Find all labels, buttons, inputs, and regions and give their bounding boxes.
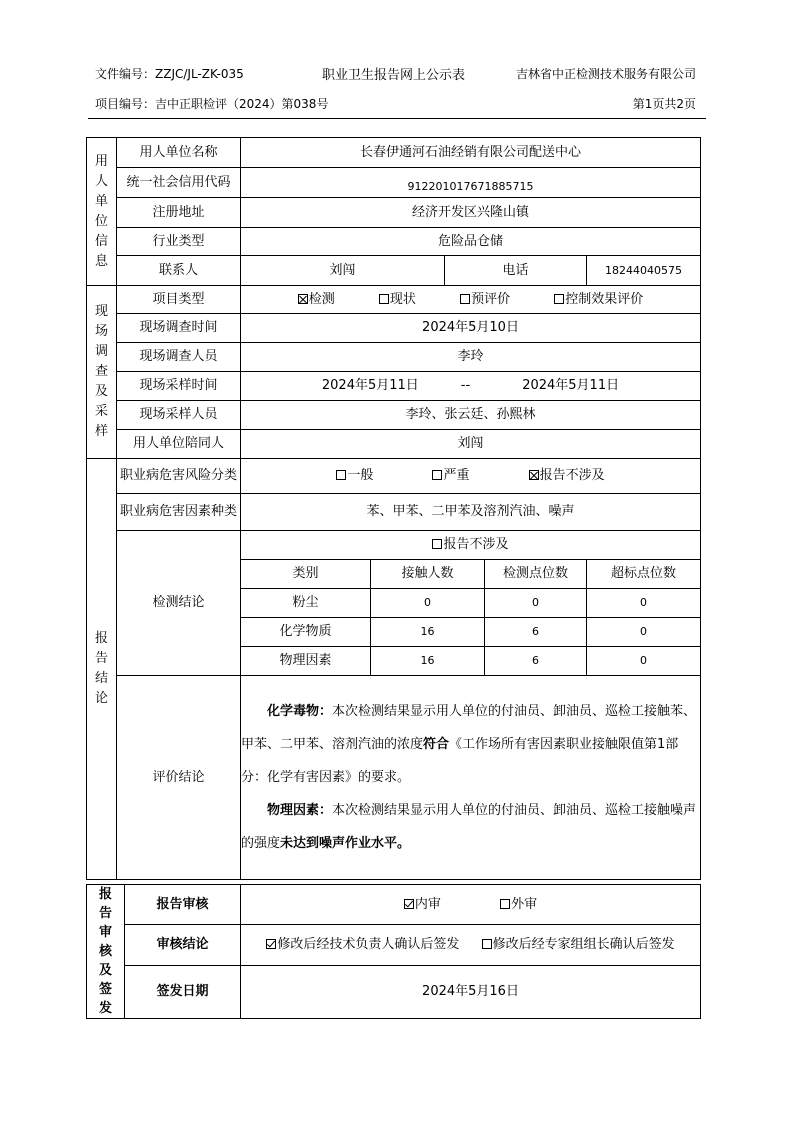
address: 经济开发区兴隆山镇: [241, 198, 701, 228]
checkbox-icon: [379, 294, 389, 304]
info-table: [86, 137, 701, 880]
col-header-exposed: 接触人数: [371, 560, 485, 589]
credit-code: 912201017671885715: [241, 168, 701, 198]
sample-end: 2024年5月11日: [522, 378, 620, 393]
accompany: 刘闯: [241, 430, 701, 459]
checkbox-icon: [482, 939, 492, 949]
phys-title: 物理因素：: [267, 803, 333, 818]
sample-separator: --: [460, 378, 471, 393]
issue-date: 2024年5月16日: [241, 965, 701, 1018]
unit-name: 长春伊通河石油经销有限公司配送中心: [241, 138, 701, 168]
row-exposed: 16: [371, 647, 485, 676]
checkbox-icon: [554, 294, 564, 304]
row-points: 0: [485, 589, 587, 618]
risk-class-label: 职业病危害风险分类: [117, 459, 241, 494]
project-type-options: [241, 286, 701, 314]
checkbox-icon: [298, 294, 308, 304]
col-header-exceed: 超标点位数: [587, 560, 701, 589]
review-table: [86, 884, 701, 1019]
option-status[interactable]: 现状: [379, 293, 416, 307]
section-label: 用 人 单 位 信 息: [94, 153, 108, 269]
chem-title: 化学毒物：: [267, 704, 333, 719]
checkbox-icon: [460, 294, 470, 304]
option-external-audit[interactable]: 外审: [500, 898, 537, 912]
option-not-involved[interactable]: 报告不涉及: [529, 469, 605, 483]
sample-time: [241, 372, 701, 401]
sample-staff-label: 现场采样人员: [117, 401, 241, 430]
unit-name-label: 用人单位名称: [117, 138, 241, 168]
col-header-category: 类别: [241, 560, 371, 589]
section-review: [87, 885, 125, 1019]
row-exposed: 0: [371, 589, 485, 618]
option-pre-eval[interactable]: 预评价: [460, 293, 510, 307]
checkbox-icon: [266, 939, 276, 949]
section-unit-info: [87, 138, 117, 286]
survey-staff: 李玲: [241, 343, 701, 372]
eval-conclusion: [241, 676, 701, 880]
address-label: 注册地址: [117, 198, 241, 228]
industry: 危险品仓储: [241, 228, 701, 256]
sample-start: 2024年5月11日: [321, 378, 419, 393]
row-category: 物理因素: [241, 647, 371, 676]
option-general[interactable]: 一般: [336, 469, 373, 483]
section-label: 现 场 调 查 及 采 样: [94, 304, 108, 439]
survey-staff-label: 现场调查人员: [117, 343, 241, 372]
detect-not-involved: [241, 531, 701, 560]
row-points: 6: [485, 647, 587, 676]
row-exceed: 0: [587, 647, 701, 676]
col-header-points: 检测点位数: [485, 560, 587, 589]
risk-class-options: [241, 459, 701, 494]
survey-time: 2024年5月10日: [241, 314, 701, 343]
company-name: 吉林省中正检测技术服务有限公司: [515, 67, 696, 81]
checkbox-icon: [432, 539, 442, 549]
survey-time-label: 现场调查时间: [117, 314, 241, 343]
audit-label: 报告审核: [125, 885, 241, 925]
document-title: 职业卫生报告网上公示表: [322, 68, 466, 83]
phone: 18244040575: [587, 256, 701, 286]
audit-options: [241, 885, 701, 925]
section-conclusion: [87, 459, 117, 880]
file-number: 文件编号：ZZJC/JL-ZK-035: [95, 67, 244, 81]
hazard-factors: 苯、甲苯、二甲苯及溶剂汽油、噪声: [241, 494, 701, 531]
hazard-factor-label: 职业病危害因素种类: [117, 494, 241, 531]
result-options: [241, 925, 701, 965]
section-label: 报 告 结 论: [94, 631, 108, 706]
row-category: 粉尘: [241, 589, 371, 618]
accompany-label: 用人单位陪同人: [117, 430, 241, 459]
option-control-eval[interactable]: 控制效果评价: [554, 293, 643, 307]
phone-label: 电话: [445, 256, 587, 286]
checkbox-icon: [336, 470, 346, 480]
option-expert-confirm[interactable]: 修改后经专家组组长确认后签发: [482, 938, 675, 952]
option-severe[interactable]: 严重: [432, 469, 469, 483]
industry-label: 行业类型: [117, 228, 241, 256]
checkbox-icon: [404, 899, 414, 909]
contact-label: 联系人: [117, 256, 241, 286]
result-label: 审核结论: [125, 925, 241, 965]
row-category: 化学物质: [241, 618, 371, 647]
section-label: 报 告 审 核 及 签 发: [98, 887, 112, 1016]
chem-text-2: 《工作场所有害因素职业接触限值第1部分：化学有害因素》的要求。: [241, 737, 679, 785]
chem-text-1: 本次检测结果显示用人单位的付油员、卸油员、巡检工接触苯、甲苯、二甲苯、溶剂汽油的浓度: [241, 704, 697, 752]
row-exposed: 16: [371, 618, 485, 647]
issue-date-label: 签发日期: [125, 965, 241, 1018]
header-divider: [88, 118, 706, 119]
credit-code-label: 统一社会信用代码: [117, 168, 241, 198]
option-detect-not-involved[interactable]: 报告不涉及: [432, 538, 508, 552]
sample-staff: 李玲、张云廷、孙熙林: [241, 401, 701, 430]
row-exceed: 0: [587, 589, 701, 618]
checkbox-icon: [432, 470, 442, 480]
phys-bold: 未达到噪声作业水平。: [280, 836, 411, 851]
option-internal-audit[interactable]: 内审: [404, 898, 441, 912]
row-points: 6: [485, 618, 587, 647]
section-survey: [87, 286, 117, 459]
phys-text-1: 本次检测结果显示用人单位的付油员、卸油员、巡检工接触噪声的强度: [241, 803, 697, 851]
project-number: 项目编号：吉中正职检评（2024）第038号: [95, 97, 329, 111]
option-tech-confirm[interactable]: 修改后经技术负责人确认后签发: [266, 938, 459, 952]
contact: 刘闯: [241, 256, 445, 286]
option-detection[interactable]: 检测: [298, 293, 335, 307]
detect-conclusion-label: 检测结论: [117, 531, 241, 676]
row-exceed: 0: [587, 618, 701, 647]
sample-time-label: 现场采样时间: [117, 372, 241, 401]
checkbox-icon: [500, 899, 510, 909]
chem-bold: 符合: [423, 737, 450, 752]
eval-conclusion-label: 评价结论: [117, 676, 241, 880]
page-number: 第1页共2页: [632, 97, 696, 111]
project-type-label: 项目类型: [117, 286, 241, 314]
checkbox-icon: [529, 470, 539, 480]
